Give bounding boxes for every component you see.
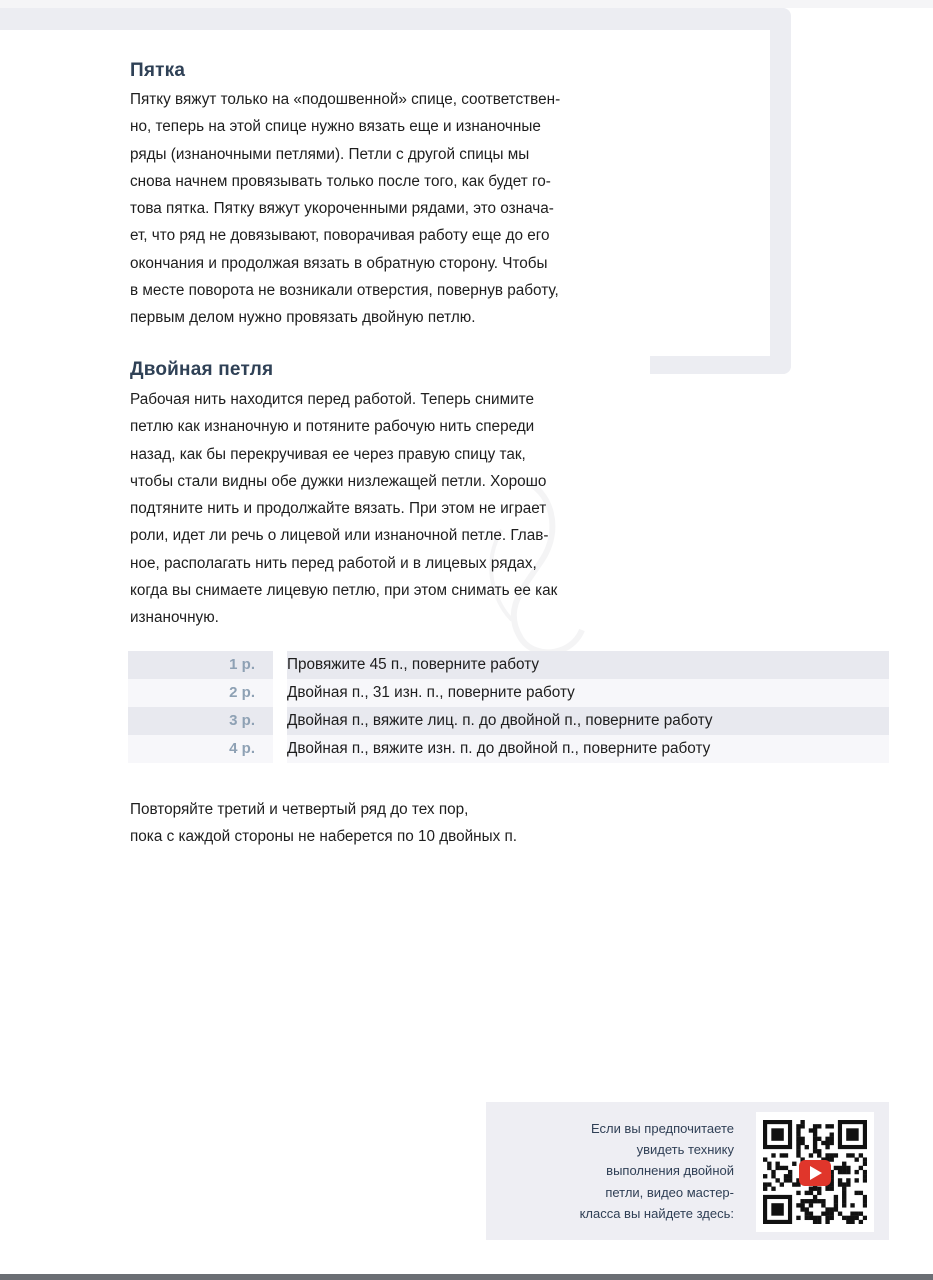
row-divider (273, 651, 287, 679)
paragraph-line: роли, идет ли речь о лицевой или изнаночной петле. Глав- (130, 527, 549, 545)
row-instruction: Провяжите 45 п., поверните работу (287, 656, 540, 673)
table-row (128, 735, 889, 763)
paragraph-line: чтобы стали видны обе дужки низлежащей петли. Хорошо (130, 472, 547, 490)
row-divider (273, 679, 287, 707)
heel-paragraph (130, 86, 640, 332)
paragraph-line: окончания и продолжая вязать в обратную сторону. Чтобы (130, 254, 548, 272)
paragraph-line: пока с каждой стороны не наберется по 10 двойных п. (130, 828, 518, 846)
paragraph-line: Повторяйте третий и четвертый ряд до тех пор, (130, 801, 469, 818)
row-instruction: Двойная п., вяжите лиц. п. до двойной п., поверните работу (287, 712, 713, 729)
row-divider (273, 707, 287, 735)
double-loop-paragraph (130, 386, 640, 632)
video-callout-text (526, 1118, 734, 1224)
paragraph-line: снова начнем провязывать только после того, как будет го- (130, 172, 551, 190)
top-strip (0, 0, 933, 8)
table-row (128, 651, 889, 679)
table-row (128, 707, 889, 735)
row-number: 4 р. (229, 740, 255, 757)
paragraph-line: подтяните нить и продолжайте вязать. При этом не играет (130, 500, 547, 518)
callout-line: увидеть технику (636, 1142, 734, 1158)
callout-line: класса вы найдете здесь: (579, 1205, 734, 1221)
row-instruction: Двойная п., вяжите изн. п. до двойной п., поверните работу (287, 740, 711, 757)
callout-line: Если вы предпочитаете (590, 1121, 734, 1136)
paragraph-line: ет, что ряд не довязывают, поворачивая работу еще до его (130, 227, 550, 245)
paragraph-line: но, теперь на этой спице нужно вязать еще и изнаночные (130, 118, 541, 136)
paragraph-line: Рабочая нить находится перед работой. Теперь снимите (130, 391, 534, 408)
callout-line: выполнения двойной (606, 1163, 734, 1179)
row-number: 2 р. (229, 684, 255, 701)
video-callout (486, 1102, 889, 1240)
double-loop-heading: Двойная петля (130, 359, 274, 380)
paragraph-line: Пятку вяжут только на «подошвенной» спице, соответствен- (130, 91, 561, 108)
repeat-instruction (130, 796, 690, 851)
row-instruction: Двойная п., 31 изн. п., поверните работу (287, 684, 575, 701)
qr-code[interactable] (756, 1112, 874, 1232)
decorative-frame-right (770, 8, 791, 374)
row-number: 3 р. (229, 712, 255, 729)
qr-code-icon[interactable] (763, 1120, 867, 1224)
decorative-frame-top (0, 8, 790, 30)
paragraph-line: това пятка. Пятку вяжут укороченными рядами, это означа- (130, 200, 554, 218)
paragraph-line: петлю как изнаночную и потяните рабочую нить спереди (130, 418, 535, 436)
callout-line: петли, видео мастер- (605, 1184, 734, 1200)
paragraph-line: когда вы снимаете лицевую петлю, при этом снимать ее как (130, 582, 558, 600)
table-row (128, 679, 889, 707)
paragraph-line: в месте поворота не возникали отверстия, повернув работу, (130, 282, 559, 300)
paragraph-line: ряды (изнаночными петлями). Петли с другой спицы мы (130, 145, 530, 163)
paragraph-line: изнаночную. (130, 609, 219, 627)
heel-heading: Пятка (130, 60, 186, 81)
row-number: 1 р. (229, 656, 255, 673)
decorative-frame-bottom (650, 356, 791, 374)
row-instructions-table (128, 651, 889, 763)
paragraph-line: назад, как бы перекручивая ее через правую спицу так, (130, 445, 526, 463)
paragraph-line: первым делом нужно провязать двойную петлю. (130, 309, 476, 327)
row-divider (273, 735, 287, 763)
paragraph-line: ное, располагать нить перед работой и в лицевых рядах, (130, 554, 537, 572)
bottom-border (0, 1274, 933, 1280)
